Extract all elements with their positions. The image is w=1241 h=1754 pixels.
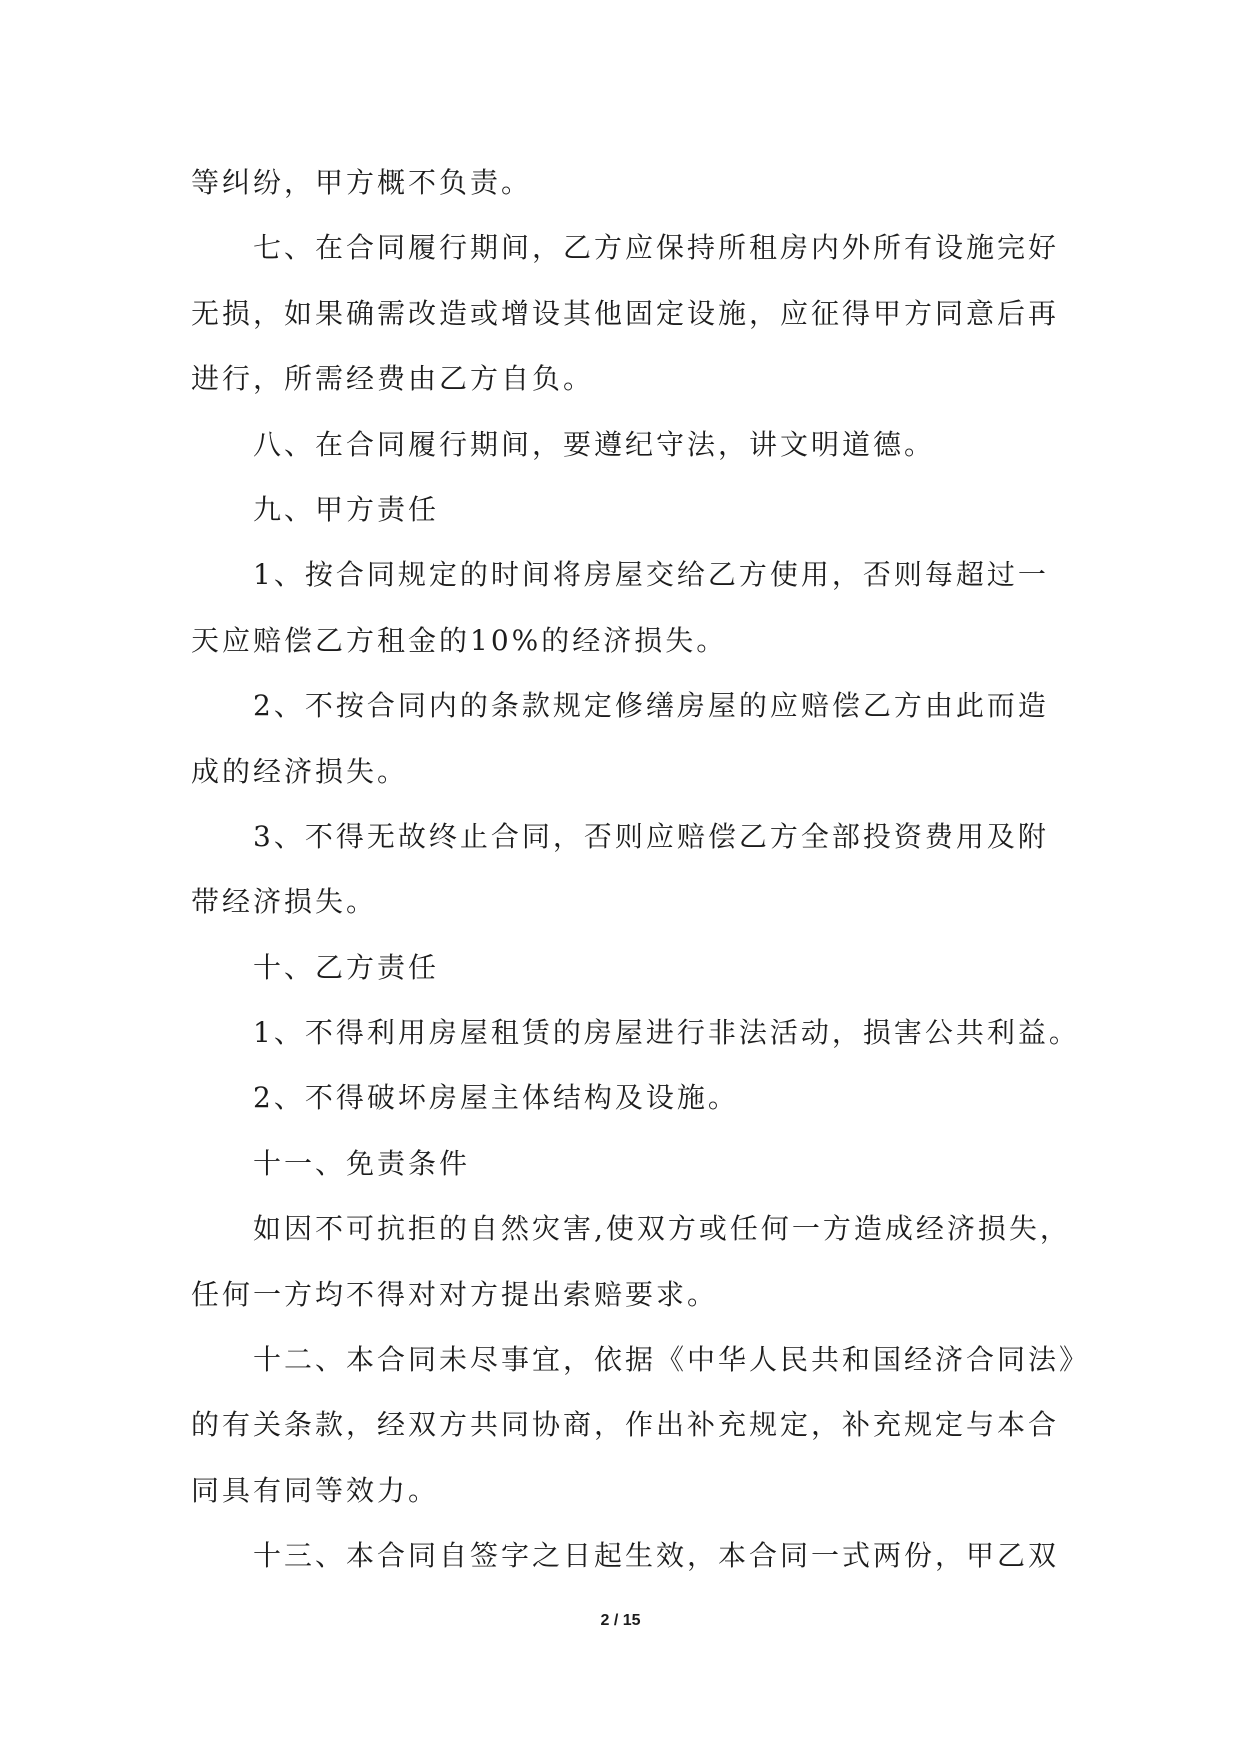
paragraph xyxy=(191,1523,1151,1588)
text-line: 如因不可抗拒的自然灾害,使双方或任何一方造成经济损失， xyxy=(253,1212,1071,1246)
text-line: 3、不得无故终止合同，否则应赔偿乙方全部投资费用及附 xyxy=(253,819,1049,853)
paragraph xyxy=(191,1327,1151,1523)
text-line: 1、按合同规定的时间将房屋交给乙方使用，否则每超过一 xyxy=(253,558,1049,592)
text-line: 等纠纷，甲方概不负责。 xyxy=(191,166,533,199)
section-heading xyxy=(191,477,1151,542)
paragraph xyxy=(191,542,1151,673)
text-line: 十一、免责条件 xyxy=(253,1146,471,1180)
text-line: 无损，如果确需改造或增设其他固定设施，应征得甲方同意后再 xyxy=(191,296,1060,330)
text-line: 1、不得利用房屋租赁的房屋进行非法活动，损害公共利益。 xyxy=(253,1016,1080,1050)
paragraph xyxy=(191,673,1151,804)
text-line: 任何一方均不得对对方提出索赔要求。 xyxy=(191,1277,719,1311)
paragraph xyxy=(191,215,1151,411)
text-line: 2、不得破坏房屋主体结构及设施。 xyxy=(253,1081,739,1115)
text-line: 八、在合同履行期间，要遵纪守法，讲文明道德。 xyxy=(253,427,936,461)
text-line: 同具有同等效力。 xyxy=(191,1473,440,1507)
paragraph xyxy=(191,1196,1151,1327)
text-line: 七、在合同履行期间，乙方应保持所租房内外所有设施完好 xyxy=(253,231,1060,265)
text-line: 进行，所需经费由乙方自负。 xyxy=(191,362,595,396)
text-line: 成的经济损失。 xyxy=(191,754,409,788)
paragraph xyxy=(191,1065,1151,1130)
text-line: 十、乙方责任 xyxy=(253,950,440,984)
text-line: 十二、本合同未尽事宜，依据《中华人民共和国经济合同法》 xyxy=(253,1343,1091,1377)
section-heading xyxy=(191,1131,1151,1196)
paragraph xyxy=(191,804,1151,935)
section-heading xyxy=(191,935,1151,1000)
paragraph xyxy=(191,1000,1151,1065)
text-line: 十三、本合同自签字之日起生效，本合同一式两份，甲乙双 xyxy=(253,1539,1060,1573)
paragraph xyxy=(191,412,1151,477)
text-line: 2、不按合同内的条款规定修缮房屋的应赔偿乙方由此而造 xyxy=(253,689,1049,723)
text-line: 的有关条款，经双方共同协商，作出补充规定，补充规定与本合 xyxy=(191,1408,1060,1442)
document-body xyxy=(191,150,1151,1589)
text-line: 天应赔偿乙方租金的10%的经济损失。 xyxy=(191,623,728,657)
text-line: 带经济损失。 xyxy=(191,885,378,919)
paragraph xyxy=(191,150,1151,215)
text-line: 九、甲方责任 xyxy=(253,492,440,526)
page-number: 2 / 15 xyxy=(600,1612,641,1629)
